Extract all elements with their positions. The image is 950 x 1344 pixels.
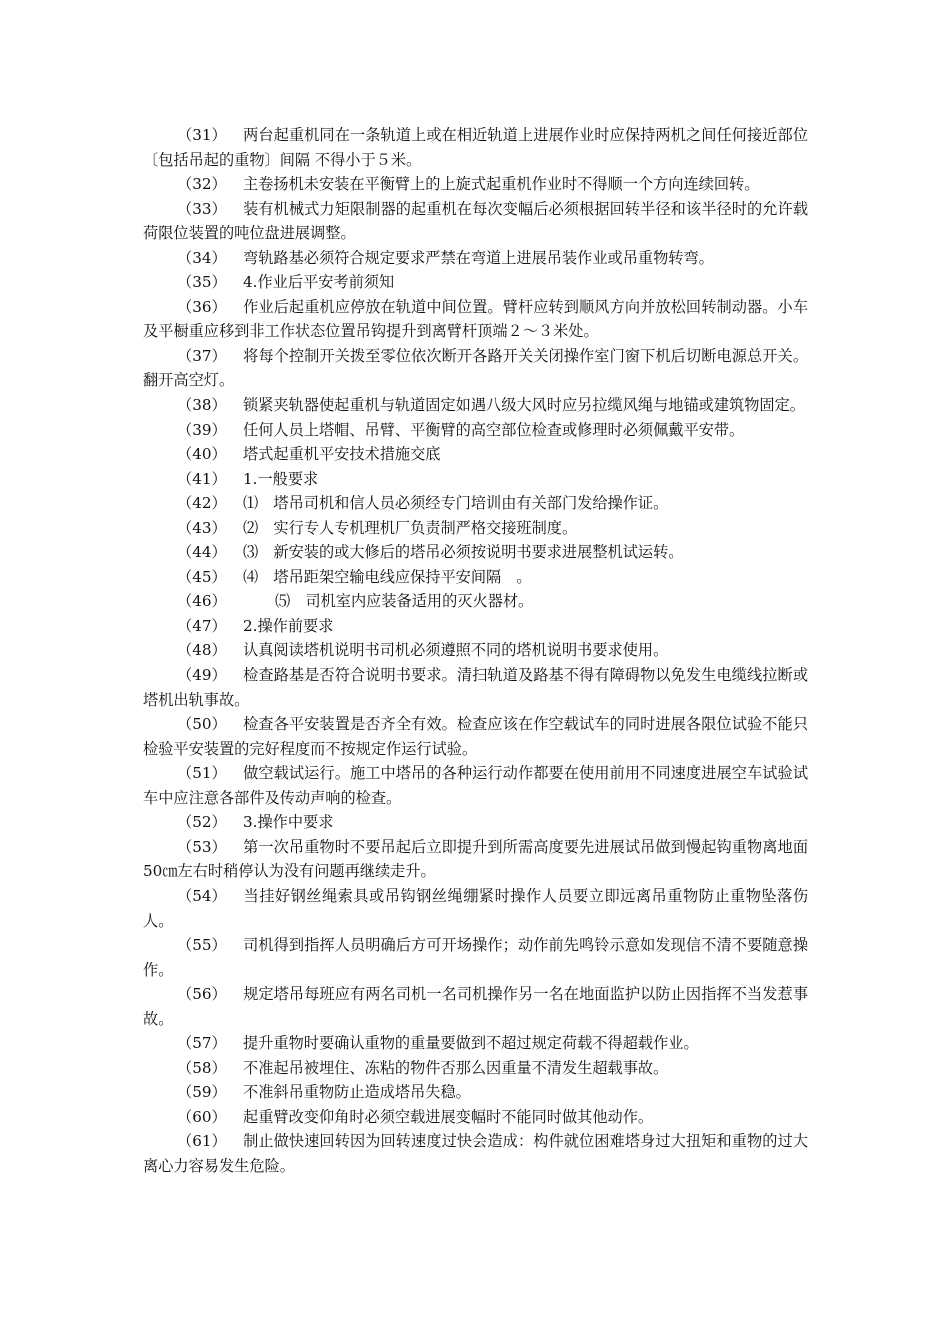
paragraph-number: （49） [177,666,227,685]
paragraph [143,1056,808,1081]
paragraph-text: 3.操作中要求 [243,813,334,832]
paragraph-number: （57） [177,1034,227,1053]
paragraph-number: （53） [177,837,227,856]
paragraph-text: 认真阅读塔机说明书司机必须遵照不同的塔机说明书要求使用。 [243,641,669,660]
paragraph-number: （58） [177,1058,227,1077]
paragraph [143,467,808,492]
paragraph-text: 4.作业后平安考前须知 [243,273,395,292]
paragraph [143,197,808,246]
paragraph [143,1080,808,1105]
paragraph-text: 检查各平安装置是否齐全有效。检查应该在作空载试车的同时进展各限位试验不能只检验平安装置的完好程度而不按规定作运行试验。 [143,715,808,758]
paragraph [143,1129,808,1178]
paragraph-text: 塔式起重机平安技术措施交底 [243,445,441,464]
paragraph [143,172,808,197]
paragraph-text: ⑴ 塔吊司机和信人员必须经专门培训由有关部门发给操作证。 [243,494,669,513]
paragraph [143,835,808,884]
paragraph [143,884,808,933]
paragraph-number: （42） [177,494,227,513]
paragraph [143,442,808,467]
paragraph [143,270,808,295]
paragraph [143,516,808,541]
paragraph [143,589,808,614]
paragraph-number: （54） [177,886,227,905]
paragraph-number: （31） [177,126,227,144]
paragraph-number: （38） [177,396,227,415]
paragraph-number: （40） [177,445,227,464]
paragraph-text: 2.操作前要求 [243,616,334,635]
paragraph-number: （51） [177,764,227,783]
paragraph-text: ⑷ 塔吊距架空输电线应保持平安间隔 。 [243,567,532,586]
paragraph [143,663,808,712]
paragraph-text: 提升重物时要确认重物的重量要做到不超过规定荷载不得超载作业。 [243,1034,699,1053]
paragraph-text: 起重臂改变仰角时必须空载进展变幅时不能同时做其他动作。 [243,1107,654,1126]
paragraph [143,418,808,443]
paragraph-text: 司机得到指挥人员明确后方可开场操作；动作前先鸣铃示意如发现信不清不要随意操作。 [143,936,808,979]
paragraph [143,982,808,1031]
paragraph [143,1031,808,1056]
paragraph [143,491,808,516]
paragraph-text: 1.一般要求 [243,469,319,488]
paragraph-text: 锁紧夹轨器使起重机与轨道固定如遇八级大风时应另拉缆风绳与地锚或建筑物固定。 [243,396,805,415]
paragraph-number: （55） [177,936,227,955]
paragraph-text: ⑶ 新安装的或大修后的塔吊必须按说明书要求进展整机试运转。 [243,543,684,562]
paragraph-text: 第一次吊重物时不要吊起后立即提升到所需高度要先进展试吊做到慢起钩重物离地面50㎝左右时稍停认为没有问题再继续走升。 [143,837,808,881]
paragraph [143,810,808,835]
paragraph-number: （32） [177,175,227,194]
paragraph-text: 当挂好钢丝绳索具或吊钩钢丝绳绷紧时操作人员要立即远离吊重物防止重物坠落伤人。 [143,886,808,930]
paragraph-text: 不准斜吊重物防止造成塔吊失稳。 [243,1083,471,1102]
paragraph [143,246,808,271]
paragraph-number: （39） [177,420,227,439]
paragraph-text: 规定塔吊每班应有两名司机一名司机操作另一名在地面监护以防止因指挥不当发惹事故。 [143,985,808,1028]
paragraph-number: （46） [177,592,227,611]
paragraph-number: （33） [177,199,227,218]
paragraph-text: 弯轨路基必须符合规定要求严禁在弯道上进展吊装作业或吊重物转弯。 [243,248,714,267]
paragraph-text: 任何人员上塔帽、吊臂、平衡臂的高空部位检查或修理时必须佩戴平安带。 [243,420,745,439]
paragraph [143,344,808,393]
paragraph [143,565,808,590]
paragraph-number: （41） [177,469,227,488]
paragraph-text: 不准起吊被埋住、冻粘的物件否那么因重量不清发生超载事故。 [243,1058,669,1077]
paragraph-text: 制止做快速回转因为回转速度过快会造成：构件就位困难塔身过大扭矩和重物的过大离心力容易发生危险。 [143,1132,808,1175]
paragraph-number: （50） [177,715,227,734]
paragraph-text: 检查路基是否符合说明书要求。清扫轨道及路基不得有障碍物以免发生电缆线拉断或塔机出轨事故。 [143,666,808,709]
paragraph-number: （45） [177,567,227,586]
paragraph [143,295,808,344]
paragraph-text: ⑵ 实行专人专机理机厂负责制严格交接班制度。 [243,518,578,537]
paragraph-number: （36） [177,297,227,316]
paragraph-number: （61） [177,1132,227,1151]
paragraph [143,712,808,761]
paragraph [143,123,808,172]
paragraph [143,540,808,565]
paragraph [143,761,808,810]
document-body [143,123,808,1179]
paragraph-text: 装有机械式力矩限制器的起重机在每次变幅后必须根据回转半径和该半径时的允许载荷限位装置的吨位盘进展调整。 [143,199,808,243]
paragraph [143,393,808,418]
paragraph-number: （34） [177,248,227,267]
paragraph-text: 主卷扬机未安装在平衡臂上的上旋式起重机作业时不得顺一个方向连续回转。 [243,175,760,194]
paragraph [143,933,808,982]
paragraph-number: （47） [177,616,227,635]
paragraph-number: （48） [177,641,227,660]
paragraph-text: 将每个控制开关拨至零位依次断开各路开关关闭操作室门窗下机后切断电源总开关。翻开高空灯。 [143,346,808,390]
paragraph [143,614,808,639]
paragraph [143,638,808,663]
paragraph-number: （52） [177,813,227,832]
paragraph-number: （44） [177,543,227,562]
paragraph-number: （59） [177,1083,227,1102]
paragraph-number: （35） [177,273,227,292]
paragraph [143,1105,808,1130]
paragraph-number: （56） [177,985,227,1004]
paragraph-number: （37） [177,346,227,365]
paragraph-text: 两台起重机同在一条轨道上或在相近轨道上进展作业时应保持两机之间任何接近部位〔包括吊起的重物〕间隔 不得小于５米。 [143,126,808,169]
paragraph-text: 作业后起重机应停放在轨道中间位置。臂杆应转到顺风方向并放松回转制动器。小车及平橱重应移到非工作状态位置吊钩提升到离臂杆顶端２～３米处。 [143,297,808,341]
paragraph-number: （60） [177,1107,227,1126]
paragraph-number: （43） [177,518,227,537]
paragraph-text: ⑸ 司机室内应装备适用的灭火器材。 [275,592,534,611]
paragraph-text: 做空载试运行。施工中塔吊的各种运行动作都要在使用前用不同速度进展空车试验试车中应注意各部件及传动声响的检查。 [143,764,808,807]
